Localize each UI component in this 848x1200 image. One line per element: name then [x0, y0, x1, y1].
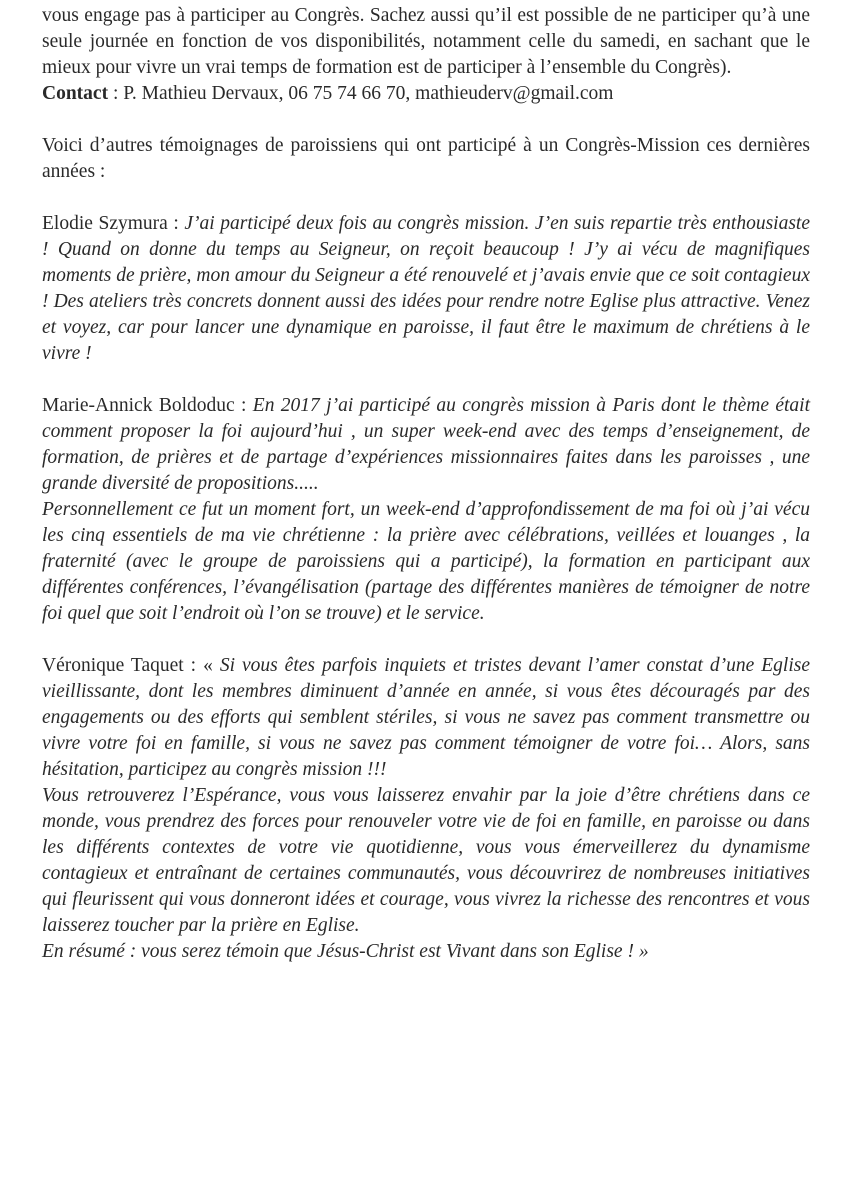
testimony — [42, 211, 810, 367]
testimony-text: Vous retrouverez l’Espérance, vous vous laisserez envahir par la joie d’être chrétiens dans ce monde, vous prendrez des forces pour renouveler votre vie de foi en famille, en paroisse ou dans les différents contextes de votre vie quotidienne, vous vous émerveillerez du dynamisme contagieux et entraînant de certaines communautés, vous découvrirez de nombreuses initiatives qui fleurissent qui vous donneront idées et courage, vous vivrez la richesse des rencontres et vous laisserez toucher par la prière en Eglise. — [42, 785, 810, 936]
testimony-text: En 2017 j’ai participé au congrès mission à Paris dont le thème était comment proposer la foi aujourd’hui , un super week-end avec des temps d’enseignement, de formation, de prières et de partage d’expériences missionnaires faites dans les paroisses , une grande diversité de propositions..... — [42, 395, 810, 494]
testimony — [42, 393, 810, 627]
testimony-text: En résumé : vous serez témoin que Jésus-Christ est Vivant dans son Eglise ! » — [42, 941, 649, 962]
intro-paragraph: vous engage pas à participer au Congrès. Sachez aussi qu’il est possible de ne participer qu’à une seule journée en fonction de vos disponibilités, notamment celle du samedi, en sachant que le mieux pour vivre un vrai temps de formation est de participer à l’ensemble du Congrès). — [42, 5, 810, 78]
testimony-text: J’ai participé deux fois au congrès mission. J’en suis repartie très enthousiaste ! Quand on donne du temps au Seigneur, on reçoit beaucoup ! J’y ai vécu de magnifiques moments de prière, mon amour du Seigneur a été renouvelé et j’avais envie que ce soit contagieux ! Des ateliers très concrets donnent aussi des idées pour rendre notre Eglise plus attractive. Venez et voyez, car pour lancer une dynamique en paroisse, il faut être le maximum de chrétiens à le vivre ! — [42, 213, 810, 364]
spacer — [42, 367, 810, 393]
testimonies-intro: Voici d’autres témoignages de paroissiens qui ont participé à un Congrès-Mission ces dernières années : — [42, 135, 810, 182]
testimony-paragraph — [42, 211, 810, 367]
testimony-author: Elodie Szymura : — [42, 213, 185, 234]
testimony-text: Personnellement ce fut un moment fort, un week-end d’approfondissement de ma foi où j’ai vécu les cinq essentiels de ma vie chrétienne : la prière avec célébrations, veillées et louanges , la fraternité (avec le groupe de paroissiens qui a participé), la formation en participant aux différentes conférences, l’évangélisation (partage des différentes manières de témoigner de notre foi quel que soit l’endroit où l’on se trouve) et le service. — [42, 499, 810, 624]
testimony-paragraph — [42, 653, 810, 783]
spacer — [42, 107, 810, 133]
testimony-paragraph — [42, 393, 810, 497]
contact-line — [42, 81, 810, 107]
testimony-author: Véronique Taquet : « — [42, 655, 220, 676]
document-page — [42, 0, 810, 965]
contact-details: : P. Mathieu Dervaux, 06 75 74 66 70, mathieuderv@gmail.com — [108, 83, 614, 104]
spacer — [42, 627, 810, 653]
testimony-author: Marie-Annick Boldoduc : — [42, 395, 253, 416]
testimony — [42, 653, 810, 965]
contact-label: Contact — [42, 83, 109, 104]
spacer — [42, 185, 810, 211]
testimony-text: Si vous êtes parfois inquiets et tristes devant l’amer constat d’une Eglise vieillissante, dont les membres diminuent d’année en année, si vous êtes découragés par des engagements ou des efforts qui semblent stériles, si vous ne savez pas comment transmettre ou vivre votre foi en famille, si vous ne savez pas comment témoigner de votre foi… Alors, sans hésitation, participez au congrès mission !!! — [42, 655, 810, 780]
